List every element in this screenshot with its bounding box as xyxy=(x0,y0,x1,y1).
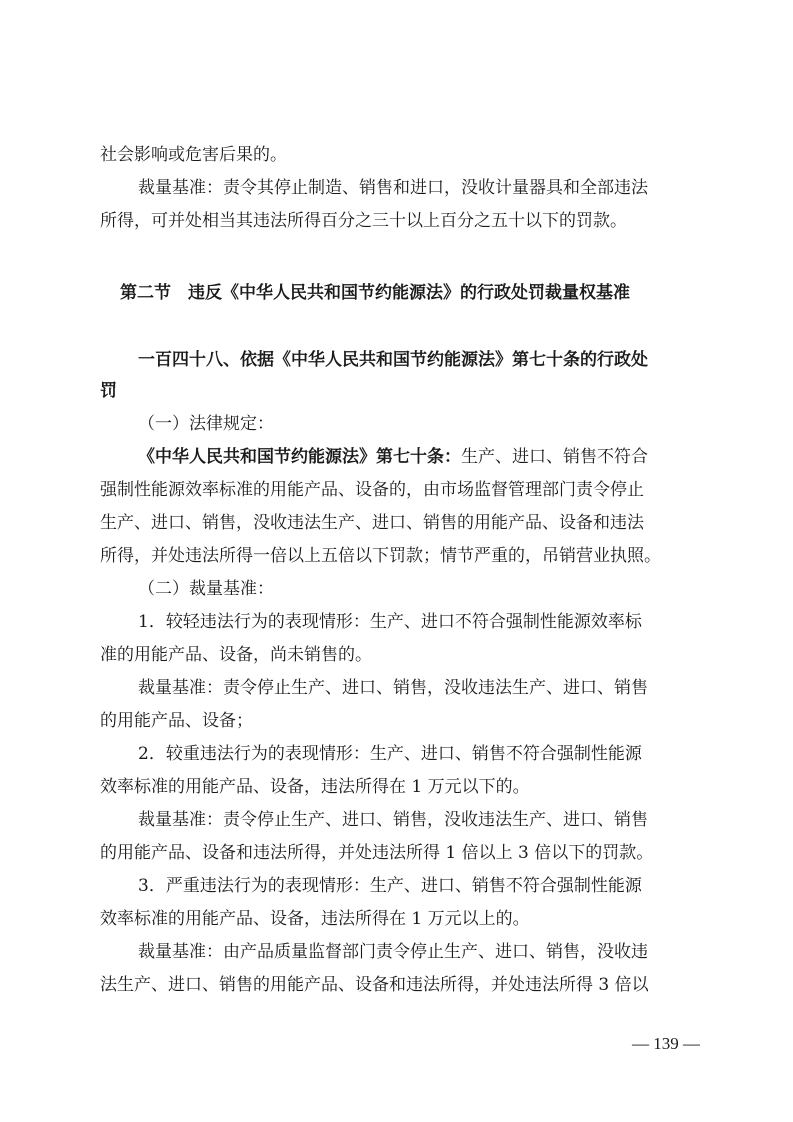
law-paragraph-line xyxy=(138,447,698,467)
body-text-line: 2．较重违法行为的表现情形：生产、进口、销售不符合强制性能源 xyxy=(138,744,642,764)
body-text-line: 裁量基准：责令其停止制造、销售和进口，没收计量器具和全部违法 xyxy=(138,178,648,198)
subsection-heading: （二）裁量基准： xyxy=(138,579,274,599)
section-heading: 第二节 违反《中华人民共和国节约能源法》的行政处罚裁量权基准 xyxy=(120,283,630,303)
body-text-line: 所得，可并处相当其违法所得百分之三十以上百分之五十以下的罚款。 xyxy=(100,211,627,231)
law-citation: 《中华人民共和国节约能源法》第七十条： xyxy=(138,447,461,467)
body-text-line: 的用能产品、设备； xyxy=(100,711,253,731)
body-text-line: 裁量基准：责令停止生产、进口、销售，没收违法生产、进口、销售 xyxy=(138,678,648,698)
body-text-line: 的用能产品、设备和违法所得，并处违法所得 1 倍以上 3 倍以下的罚款。 xyxy=(100,843,654,863)
body-text-line: 效率标准的用能产品、设备，违法所得在 1 万元以上的。 xyxy=(100,909,530,929)
page-number: — 139 — xyxy=(632,1034,700,1053)
law-text: 生产、进口、销售不符合 xyxy=(461,447,648,467)
article-heading: 一百四十八、依据《中华人民共和国节约能源法》第七十条的行政处 xyxy=(138,350,648,370)
body-text-line: 法生产、进口、销售的用能产品、设备和违法所得，并处违法所得 3 倍以 xyxy=(100,975,649,995)
body-text-line: 准的用能产品、设备，尚未销售的。 xyxy=(100,645,372,665)
body-text-line: 3．严重违法行为的表现情形：生产、进口、销售不符合强制性能源 xyxy=(138,876,642,896)
article-heading: 罚 xyxy=(100,381,117,401)
body-text-line: 1．较轻违法行为的表现情形：生产、进口不符合强制性能源效率标 xyxy=(138,612,642,632)
subsection-heading: （一）法律规定： xyxy=(138,414,274,434)
body-text-line: 裁量基准：责令停止生产、进口、销售，没收违法生产、进口、销售 xyxy=(138,810,648,830)
body-text-line: 生产、进口、销售，没收违法生产、进口、销售的用能产品、设备和违法 xyxy=(100,513,644,533)
body-text-line: 强制性能源效率标准的用能产品、设备的，由市场监督管理部门责令停止 xyxy=(100,480,644,500)
body-text-line: 社会影响或危害后果的。 xyxy=(100,145,287,165)
body-text-line: 效率标准的用能产品、设备，违法所得在 1 万元以下的。 xyxy=(100,777,530,797)
body-text-line: 裁量基准：由产品质量监督部门责令停止生产、进口、销售，没收违 xyxy=(138,942,648,962)
body-text-line: 所得，并处违法所得一倍以上五倍以下罚款；情节严重的，吊销营业执照。 xyxy=(100,546,661,566)
